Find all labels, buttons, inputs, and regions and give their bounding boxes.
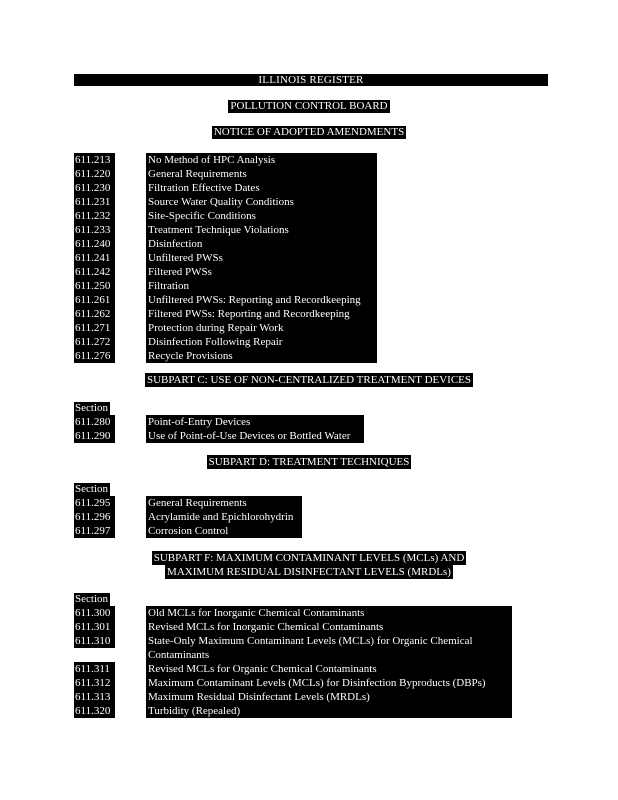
section-title: Revised MCLs for Organic Chemical Contaminants (146, 662, 512, 676)
section-number: 611.311 (74, 662, 115, 676)
subpart-f-heading (0, 551, 618, 579)
section-title: Treatment Technique Violations (146, 223, 377, 237)
section-title: Acrylamide and Epichlorohydrin (146, 510, 302, 524)
section-number: 611.232 (74, 209, 115, 223)
subpart-c-heading (0, 373, 618, 387)
section-title: Maximum Contaminant Levels (MCLs) for Disinfection Byproducts (DBPs) (146, 676, 512, 690)
section-title: Filtration (146, 279, 377, 293)
section-number: 611.250 (74, 279, 115, 293)
section-number: 611.300 (74, 606, 115, 620)
section-title: Disinfection Following Repair (146, 335, 377, 349)
section-label: Section (75, 593, 108, 605)
section-number: 611.320 (74, 704, 115, 718)
section-title: Recycle Provisions (146, 349, 377, 363)
section-number: 611.296 (74, 510, 115, 524)
section-number: 611.271 (74, 321, 115, 335)
section-title: Unfiltered PWSs (146, 251, 377, 265)
section-number: 611.295 (74, 496, 115, 510)
section-title: General Requirements (146, 167, 377, 181)
subpart-d-heading (0, 455, 618, 469)
section-number: 611.261 (74, 293, 115, 307)
section-title: Protection during Repair Work (146, 321, 377, 335)
section-title: State-Only Maximum Contaminant Levels (MCLs) for Organic Chemical Contaminants (146, 634, 512, 662)
section-title: Filtered PWSs (146, 265, 377, 279)
section-title: Point-of-Entry Devices (146, 415, 364, 429)
notice-title: NOTICE OF ADOPTED AMENDMENTS (213, 126, 405, 138)
section-title: Corrosion Control (146, 524, 302, 538)
section-title: Filtration Effective Dates (146, 181, 377, 195)
subpart-f-title-line1: SUBPART F: MAXIMUM CONTAMINANT LEVELS (MCLs) AND (153, 552, 465, 564)
subpart-f-title-line2: MAXIMUM RESIDUAL DISINFECTANT LEVELS (MRDLs) (167, 566, 451, 578)
section-number: 611.230 (74, 181, 115, 195)
section-title: General Requirements (146, 496, 302, 510)
section-number: 611.262 (74, 307, 115, 321)
register-title: ILLINOIS REGISTER (258, 74, 364, 86)
section-number: 611.297 (74, 524, 115, 538)
section-title: Unfiltered PWSs: Reporting and Recordkeeping (146, 293, 377, 307)
section-number: 611.276 (74, 349, 115, 363)
section-number: 611.312 (74, 676, 115, 690)
section-title: Source Water Quality Conditions (146, 195, 377, 209)
section-title: Disinfection (146, 237, 377, 251)
section-number: 611.301 (74, 620, 115, 634)
section-number: 611.310 (74, 634, 115, 648)
section-title: Use of Point-of-Use Devices or Bottled Water (146, 429, 364, 443)
register-banner (74, 74, 548, 86)
section-number: 611.213 (74, 153, 115, 167)
agency-line (0, 100, 618, 113)
section-number: 611.220 (74, 167, 115, 181)
section-number: 611.242 (74, 265, 115, 279)
section-label: Section (75, 402, 108, 414)
section-title: Site-Specific Conditions (146, 209, 377, 223)
notice-line (0, 126, 618, 139)
section-number: 611.233 (74, 223, 115, 237)
section-title: Filtered PWSs: Reporting and Recordkeeping (146, 307, 377, 321)
section-label: Section (75, 483, 108, 495)
section-number: 611.240 (74, 237, 115, 251)
section-number: 611.313 (74, 690, 115, 704)
section-title: Turbidity (Repealed) (146, 704, 512, 718)
section-number: 611.290 (74, 429, 115, 443)
section-number: 611.272 (74, 335, 115, 349)
section-number: 611.280 (74, 415, 115, 429)
section-number: 611.231 (74, 195, 115, 209)
subpart-c-title: SUBPART C: USE OF NON-CENTRALIZED TREATMENT DEVICES (146, 374, 472, 386)
subpart-d-title: SUBPART D: TREATMENT TECHNIQUES (208, 456, 410, 468)
section-title: No Method of HPC Analysis (146, 153, 377, 167)
section-title: Old MCLs for Inorganic Chemical Contaminants (146, 606, 512, 620)
section-title: Revised MCLs for Inorganic Chemical Contaminants (146, 620, 512, 634)
agency-title: POLLUTION CONTROL BOARD (230, 100, 388, 112)
section-title: Maximum Residual Disinfectant Levels (MRDLs) (146, 690, 512, 704)
section-number: 611.241 (74, 251, 115, 265)
